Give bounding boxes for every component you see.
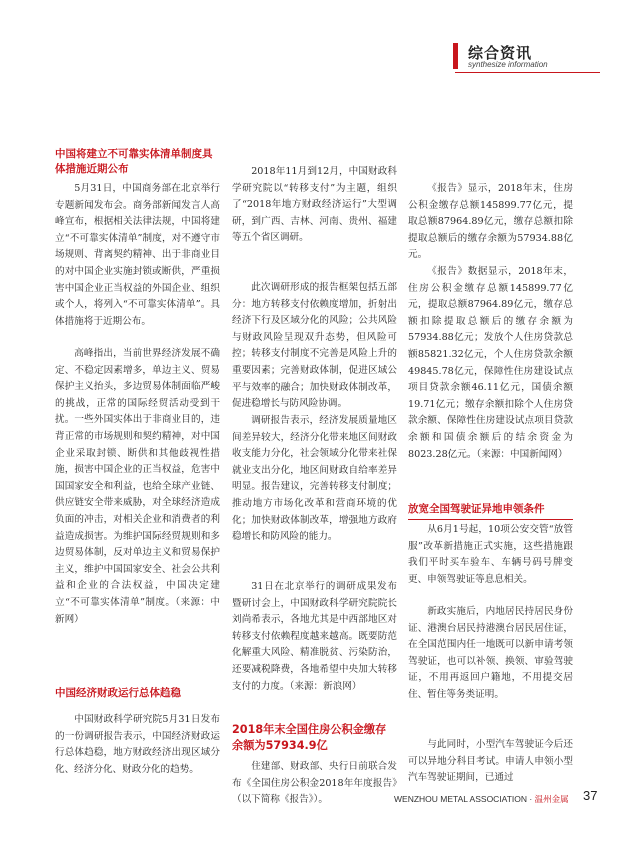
article-4-paragraph-1: 从6月1号起，10项公安交管“放管服”改革新措施正式实施，这些措施跟我们平时买车验车、车辆号码号牌变更、申领驾驶证等息息相关。	[408, 524, 573, 585]
article-1-title: 中国将建立不可靠实体清单制度具体措施近期公布	[55, 148, 213, 175]
footer-publication-cn: 温州金属	[534, 794, 569, 804]
footer-publication	[394, 793, 569, 805]
section-subtitle: synthesize information	[468, 60, 548, 69]
page-number: 37	[583, 788, 598, 803]
article-2-paragraph-4: 调研报告表示，经济发展质量地区间差异较大，经济分化带来地区间财政收支能力分化，社会领域分化带来社保就业支出分化，地区间财政自给率差异明显。报告建议，完善转移支付制度；推动地方市场化改革和营商环境的优化；加快财政体制改革，增强地方政府稳增长和防风险的能力。	[232, 415, 397, 543]
article-2-paragraph-3: 此次调研形成的报告框架包括五部分：地方转移支付依赖度增加，折射出经济下行及区域分化的风险；公共风险与财政风险呈现双升态势，但风险可控；转移支付制度不完善是风险上升的重要因素；完善财政体制，促进区域公平与效率的融合；加快财政体制改革，促进稳增长与防风险协调。	[232, 282, 397, 410]
header-divider	[455, 72, 600, 73]
article-4-title: 放宽全国驾驶证异地申领条件	[408, 503, 545, 515]
article-2-paragraph-2: 2018年11月到12月，中国财政科学研究院以“转移支付”为主题，组织了“2018年地方财政经济运行”大型调研，到广西、吉林、河南、贵州、福建等五个省区调研。	[232, 166, 397, 244]
article-1-paragraph-2: 高峰指出，当前世界经济发展不确定、不稳定因素增多，单边主义、贸易保护主义抬头，多边贸易体制面临严峻的挑战，正常的国际经贸活动受到干扰。一些外国实体出于非商业目的，违背正常的市场规则和契约精神，对中国企业采取封锁、断供和其他歧视性措施，损害中国企业的正当权益，危害中国国家安全和利益，也给全球产业链、供应链安全带来威胁，对全球经济造成负面的冲击，对相关企业和消费者的利益造成损害。为维护国际经贸规则和多边贸易体制，反对单边主义和贸易保护主义，维护中国国家安全、社会公共利益和企业的合法权益，中国决定建立“不可靠实体清单”制度。（来源：中新网）	[55, 348, 220, 625]
header-accent-bar	[453, 43, 458, 69]
article-4-title-underline	[408, 519, 573, 520]
footer-publication-en: WENZHOU METAL ASSOCIATION ·	[394, 794, 535, 804]
article-3-paragraph-1: 住建部、财政部、央行日前联合发布《全国住房公积金2018年年度报告》（以下简称《报告》）。	[232, 761, 397, 806]
article-2-title: 中国经济财政运行总体趋稳	[55, 687, 181, 699]
article-4-paragraph-3: 与此同时，小型汽车驾驶证今后还可以异地分科目考试。申请人申领小型汽车驾驶证期间，已通过	[408, 739, 573, 784]
article-2-paragraph-5: 31日在北京举行的调研成果发布暨研讨会上，中国财政科学研究院院长刘尚希表示，各地尤其是中西部地区对转移支付依赖程度越来越高。既要防范化解重大风险、精准脱贫、污染防治，还要减税降费，各地希望中央加大转移支付的力度。（来源：新浪网）	[232, 581, 397, 692]
article-1-paragraph-1: 5月31日，中国商务部在北京举行专题新闻发布会。商务部新闻发言人高峰宣布，根据相关法律法规，中国将建立“不可靠实体清单”制度，对不遵守市场规则、背离契约精神、出于非商业目的对中国企业实施封锁或断供，严重损害中国企业正当权益的外国企业、组织或个人，将列入“不可靠实体清单”。具体措施将于近期公布。	[55, 183, 220, 327]
section-title: 综合资讯	[468, 44, 533, 62]
article-3-paragraph-2: 《报告》显示，2018年末，住房公积金缴存总额145899.77亿元，提取总额87964.89亿元，缴存总额扣除提取总额后的缴存余额为57934.88亿元。	[408, 183, 573, 261]
article-4-paragraph-2: 新政实施后，内地居民持居民身份证、港澳台居民持港澳台居民居住证，在全国范围内任一地既可以新申请考领驾驶证，也可以补领、换领、审验驾驶证，不用再返回户籍地，不用提交居住、暂住等务类证明。	[408, 606, 573, 700]
article-3-title: 2018年末全国住房公积金缴存余额为57934.9亿	[232, 723, 387, 752]
article-3-paragraph-3: 《报告》数据显示，2018年末，住房公积金缴存总额145899.77亿元，提取总额87964.89亿元，缴存总额扣除提取总额后的缴存余额为57934.88亿元；发放个人住房贷款总额85821.32亿元，个人住房贷款余额49845.78亿元，保障性住房建设试点项目贷款余额46.11亿元，国债余额19.71亿元；缴存余额扣除个人住房贷款余额、保障性住房建设试点项目贷款余额和国债余额后的结余资金为8023.28亿元。（来源：中国新闻网）	[408, 266, 573, 460]
article-2-paragraph-1: 中国财政科学研究院5月31日发布的一份调研报告表示，中国经济财政运行总体趋稳，地方财政经济出现区域分化、经济分化、财政分化的趋势。	[55, 714, 220, 775]
